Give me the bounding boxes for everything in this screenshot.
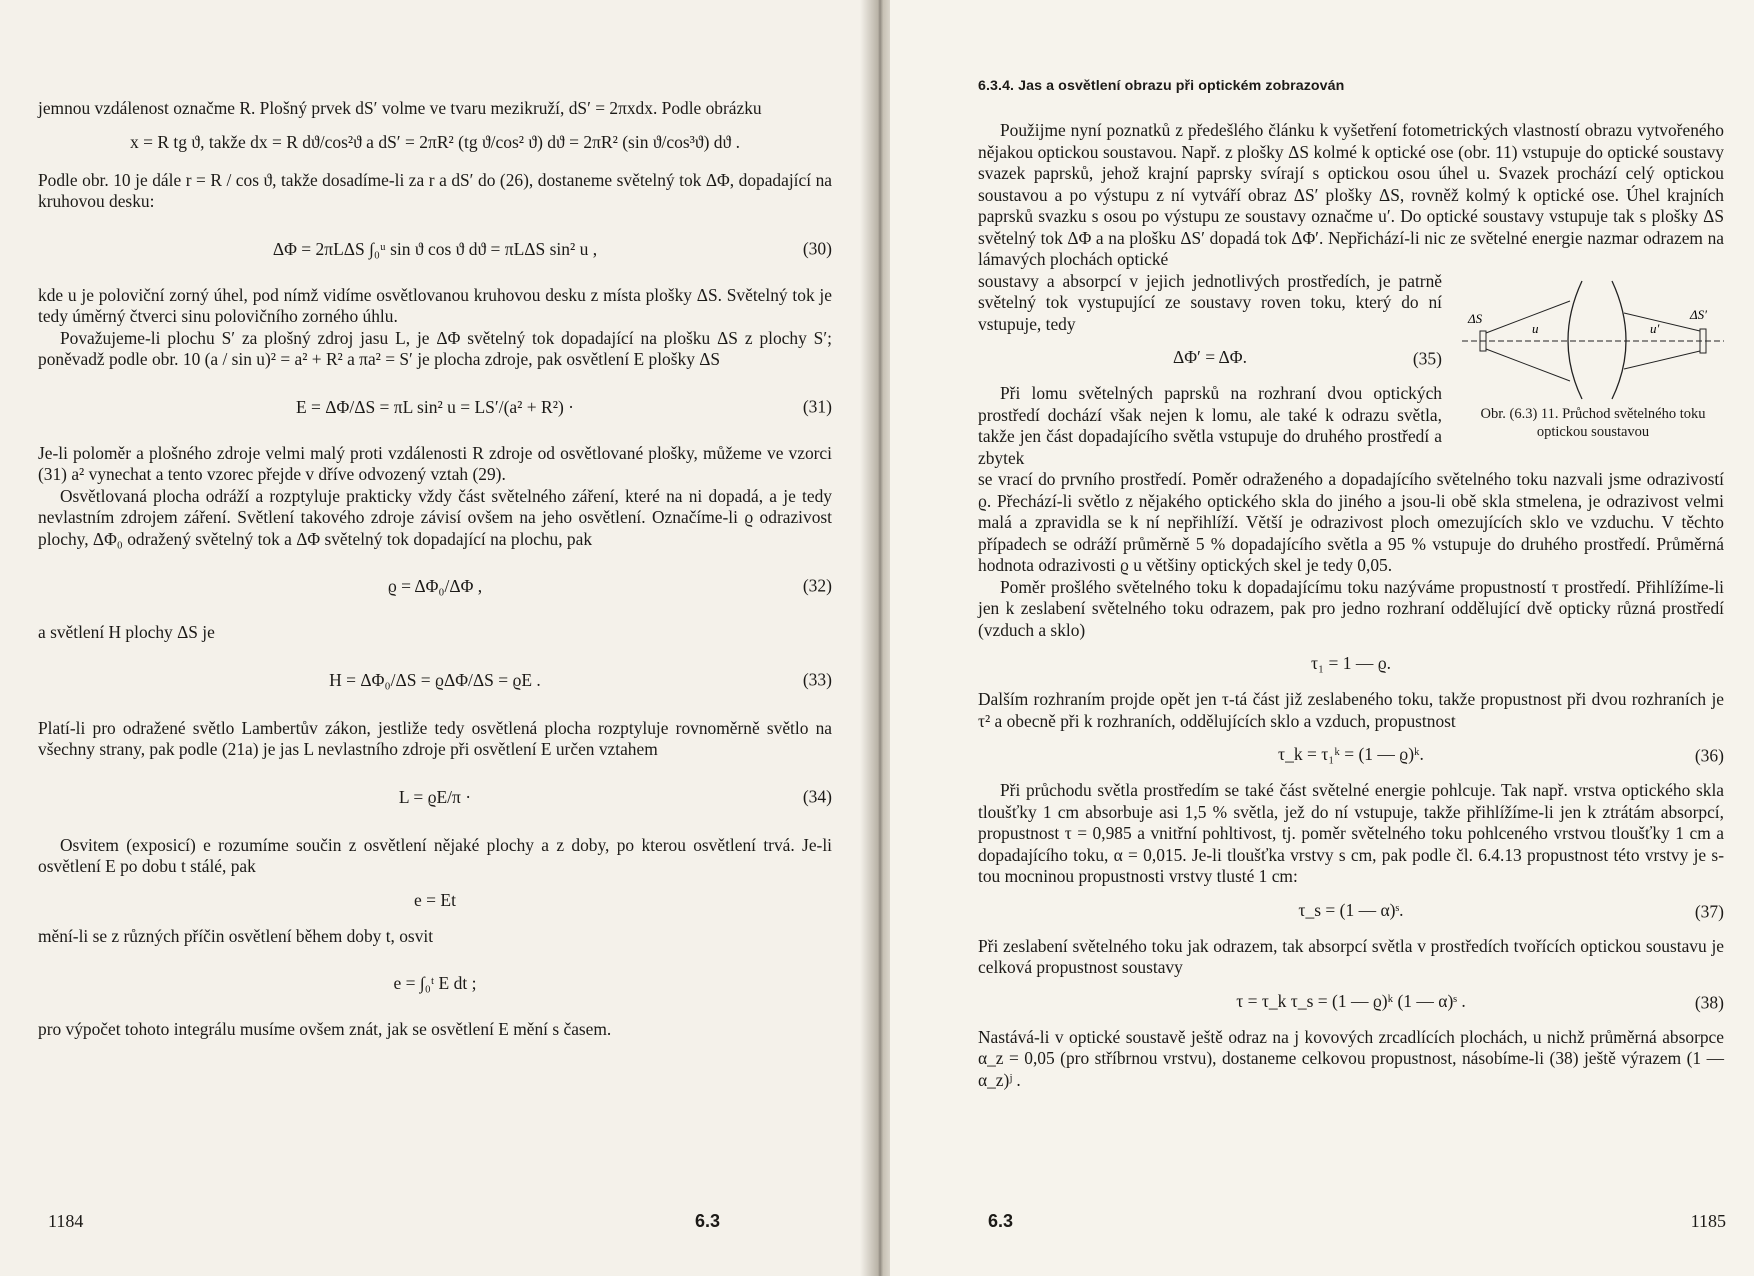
equation-expression: τ₁ = 1 — ϱ. [1310,653,1392,673]
left-equation-31 [38,383,832,431]
right-equation-tau1 [978,653,1724,677]
left-equation-e [38,890,832,914]
left-page [0,0,870,1276]
right-paragraph-4: se vrací do prvního prostředí. Poměr odraženého a dopadajícího světelného toku nazvali jsme odrazivostí ϱ. Přechází-li světlo z nějakého optického skla do jiného a jsou-li obě skla stmelena, je odrazivost velmi malá a zpravidla se k ní nepřihlíží. Větší je odrazivost ploch omezujících sklo ve vzduchu. V těchto případech se odráží průměrně 5 % dopadajícího světla a 95 % vstupuje do druhého prostředí. Průměrná hodnota odrazivosti ϱ u většiny optických skel je tedy 0,05. [978,469,1724,575]
equation-number: (35) [1412,348,1442,369]
equation-expression: τ = τ_k τ_s = (1 — ϱ)ᵏ (1 — α)ˢ . [1236,990,1466,1011]
left-paragraph-6: Osvětlovaná plocha odráží a rozptyluje prakticky vždy část světelného záření, které na ni dopadá, a je tedy nevlastním zdrojem záření. Světlení takového zdroje závisí ovšem na jeho osvětlení. Označíme-li ϱ odrazivost plochy, ΔΦ₀ odražený světelný tok a ΔΦ světelný tok dopadající na plochu, pak [38,485,832,549]
ray-lower-out [1624,351,1700,369]
right-paragraph-6: Dalším rozhraním projde opět jen τ-tá část již zeslabeného toku, takže propustnost při dvou rozhraních je τ² a obecně při k rozhraních, oddělujících sklo a vzduch, propustnost [978,689,1724,731]
right-page [890,0,1754,1276]
right-paragraph-9: Nastává-li v optické soustavě ještě odraz na j kovových zrcadlících plochách, u nichž průměrná absorpce α_z = 0,05 (pro stříbrnou vrstvu), dostaneme celkovou propustnost, násobíme-li (38) ještě výrazem (1 — α_z)ʲ . [978,1026,1724,1090]
right-paragraph-5: Poměr prošlého světelného toku k dopadajícímu toku nazýváme propustností τ prostředí. Přihlížíme-li jen k zeslabení světelného toku odrazem, pak pro jedno rozhraní oddělující dvě opticky různá prostředí (vzduch a sklo) [978,576,1724,640]
equation-expression: τ_s = (1 — α)ˢ. [1298,899,1404,920]
left-paragraph-2: Podle obr. 10 je dále r = R / cos ϑ, takže dosadíme-li za r a dS′ do (26), dostaneme světelný tok ΔΦ, dopadající na kruhovou desku: [38,169,832,211]
left-paragraph-7: a světlení H plochy ΔS je [38,622,215,642]
ray-upper-in [1486,301,1570,333]
equation-expression: ΔΦ′ = ΔΦ. [1173,347,1247,367]
right-paragraph-7: Při průchodu světla prostředím se také část světelné energie pohlcuje. Tak např. vrstva optického skla tloušťky 1 cm absorbuje asi 1,5 % světla, jež do ní vstupuje, takže přihlížíme-li jen k ztrátám absorpcí, propustnost τ = 0,985 a vnitřní pohltivost, tj. poměr světelného toku pohlceného vrstvou tloušťky 1 cm a dopadajícího toku, α = 0,015. Je-li tloušťka vrstvy s cm, pak podle čl. 6.4.13 propustnost této vrstvy je s-tou mocninou propustnosti vrstvy tlusté 1 cm: [978,780,1724,886]
left-paragraph-5: Je-li poloměr a plošného zdroje velmi malý proti vzdálenosti R zdroje od osvětlované plošky, můžeme ve vzorci (31) a² vynechat a tento vzorec přejde v dříve odvozený vztah (29). [38,442,832,484]
lens-left-surface [1568,281,1582,399]
page-number-left: 1184 [48,1211,84,1231]
equation-number: (34) [802,786,832,806]
right-equation-36 [978,744,1724,768]
left-paragraph-9: Osvitem (exposicí) e rozumíme součin z osvětlení nějaké plochy a z doby, po kterou osvětlení trvá. Je-li osvětlení E po dobu t stálé, pak [38,834,832,876]
right-paragraph-3: Při lomu světelných paprsků na rozhraní dvou optických prostředí dochází však nejen k lomu, ale také k odrazu světla, takže jen část dopadajícího světla vstupuje do druhého prostředí a zbytek [978,383,1442,468]
equation-number: (32) [802,575,832,596]
lens-diagram [1462,271,1724,401]
equation-expression: x = R tg ϑ, takže dx = R dϑ/cos²ϑ a dS′ = 2πR² (tg ϑ/cos² ϑ) dϑ = 2πR² (sin ϑ/cos³ϑ) dϑ . [130,131,740,152]
left-equation-32 [38,562,832,610]
equation-expression: e = ∫₀ᵗ E dt ; [393,973,477,993]
right-paragraph-8: Při zeslabení světelného toku jak odrazem, tak absorpcí světla v prostředích tvořících optickou soustavu je celková propustnost soustavy [978,935,1724,977]
right-equation-38 [978,991,1724,1015]
equation-expression: e = Et [414,889,456,910]
equation-expression: H = ΔΦ₀/ΔS = ϱΔΦ/ΔS = ϱE . [329,669,541,690]
left-paragraph-8: Platí-li pro odražené světlo Lambertův zákon, jestliže tedy osvětlená plocha rozptyluje rovnoměrně světlo na všechny strany, pak podle (21a) je jas L nevlastního zdroje při osvětlení E určen vztahem [38,717,832,759]
figure-caption: Obr. (6.3) 11. Průchod světelného toku optickou soustavou [1480,405,1706,440]
left-equation-33 [38,656,832,704]
left-equation-30 [38,225,832,273]
label-u: u [1532,320,1539,336]
left-paragraph-4: Považujeme-li plochu S′ za plošný zdroj jasu L, je ΔΦ světelný tok dopadající na plošku ΔS z plochy S′; poněvadž podle obr. 10 (a / sin u)² = a² + R² a πa² = S′ je plocha zdroje, pak osvětlení E plošky ΔS [38,327,832,369]
left-paragraph-11: pro výpočet tohoto integrálu musíme ovšem znát, jak se osvětlení E mění s časem. [38,1019,612,1039]
equation-expression: E = ΔΦ/ΔS = πL sin² u = LS′/(a² + R²) · [295,396,574,417]
right-equation-35 [978,347,1442,371]
left-paragraph-1: jemnou vzdálenost označme R. Plošný prvek dS′ volme ve tvaru mezikruží, dS′ = 2πxdx. Podle obrázku [38,98,762,118]
figure-side-text [978,271,1442,470]
right-paragraph-1: Použijme nyní poznatků z předešlého článku k vyšetření fotometrických vlastností obrazu vytvořeného nějakou optickou soustavou. Např. z plošky ΔS kolmé k optické ose (obr. 11) vstupuje do optické soustavy svazek paprsků, jehož krajní paprsky svírají s optickou osou úhel u. Svazek prochází celý optickou soustavou a po výstupu z ní vytváří obraz ΔS′ plošky ΔS, rovněž kolmý k optické ose. Úhel krajních paprsků svazku s osou po výstupu ze soustavy označme u′. Do optické soustavy vstupuje tak s plošky ΔS světelný tok ΔΦ a na plošku ΔS′ dopadá tok ΔΦ′. Nepřichází-li nic ze světelné energie nazmar odrazem na lámavých plochách optické [978,120,1724,269]
equation-expression: ΔΦ = 2πLΔS ∫₀ᵘ sin ϑ cos ϑ dϑ = πLΔS sin² u , [272,238,598,259]
equation-expression: ϱ = ΔΦ₀/ΔΦ , [387,576,483,596]
label-delta-s: ΔS [1468,310,1483,326]
page-number-right: 1185 [1690,1211,1726,1231]
section-number-right: 6.3 [988,1211,1014,1231]
right-equation-37 [978,900,1724,924]
label-delta-s-prime: ΔS′ [1690,306,1707,322]
left-paragraph-10: mění-li se z různých příčin osvětlení během doby t, osvit [38,925,434,946]
equation-expression: τ_k = τ₁ᵏ = (1 — ϱ)ᵏ. [1278,744,1424,764]
equation-number: (33) [802,669,832,689]
equation-number: (37) [1694,901,1724,921]
equation-number: (36) [1694,745,1724,766]
figure-row [978,271,1724,470]
section-heading: 6.3.4. Jas a osvětlení obrazu při optickém zobrazován [978,78,1345,94]
left-equation-dx [38,132,832,156]
ray-lower-in [1486,349,1570,381]
left-equation-34 [38,773,832,821]
equation-number: (31) [802,396,832,416]
ray-upper-out [1624,313,1700,331]
right-paragraph-2: soustavy a absorpcí v jejich jednotlivých prostředích, je patrně světelný tok vystupující ze soustavy roven toku, který do ní vstupuje, tedy [978,270,1442,334]
left-paragraph-3: kde u je poloviční zorný úhel, pod nímž vidíme osvětlovanou kruhovou desku z místa plošky ΔS. Světelný tok je tedy úměrný čtverci sinu polovičního zorného úhlu. [38,284,832,326]
equation-expression: L = ϱE/π · [398,786,472,807]
figure-11 [1462,271,1724,441]
section-number-left: 6.3 [694,1211,720,1231]
equation-number: (30) [802,238,832,258]
equation-number: (38) [1694,992,1724,1012]
lens-right-surface [1612,281,1626,399]
label-u-prime: u′ [1650,320,1660,336]
left-equation-integral [38,959,832,1007]
